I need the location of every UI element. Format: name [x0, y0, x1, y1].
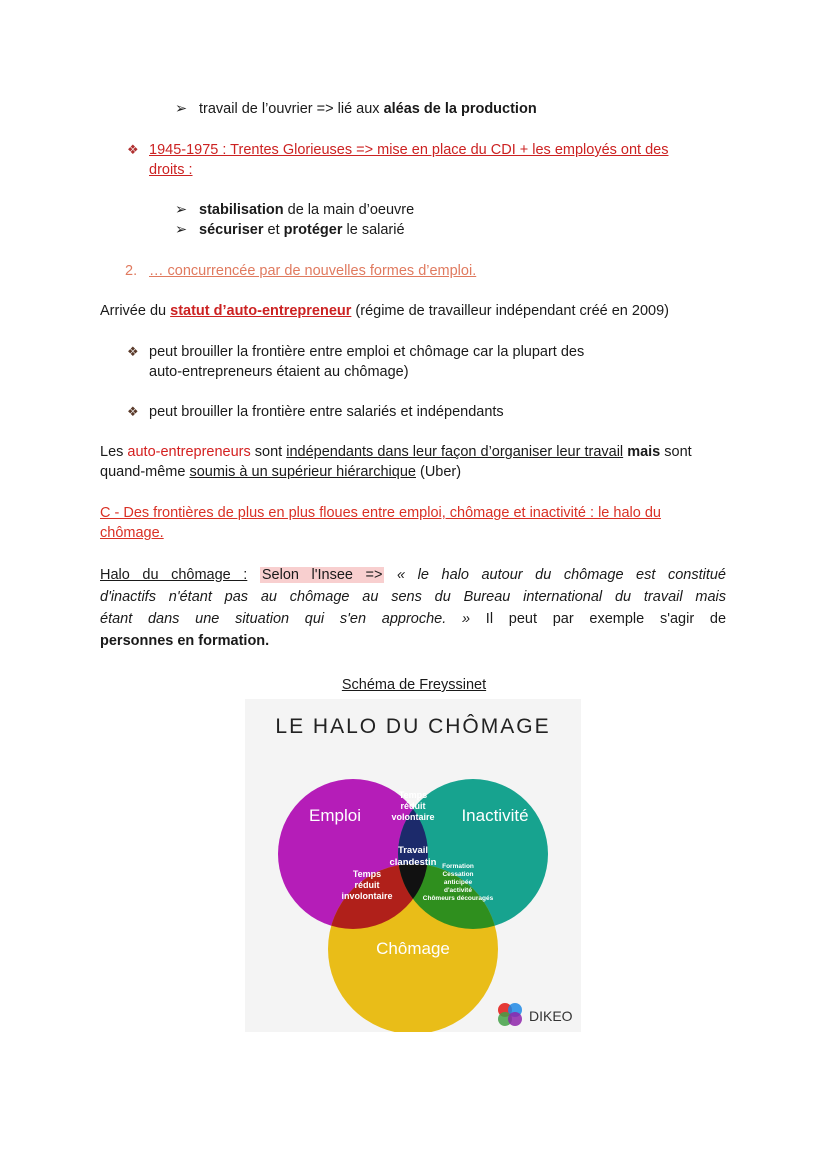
diamond-line-1945-cont: droits :: [149, 162, 193, 178]
tri-label-1: Temps: [352, 869, 382, 879]
form-label-4: d'activité: [444, 887, 472, 894]
venn-title: LE HALO DU CHÔMAGE: [275, 715, 551, 738]
diamond-line-brouiller-1-cont: auto-entrepreneurs étaient au chômage): [149, 364, 409, 380]
travail-label-1: Travail: [397, 845, 429, 856]
inactivite-label: Inactivité: [461, 806, 529, 825]
diamond-line-brouiller-1: ❖ peut brouiller la frontière entre emploi et chômage car la plupart des: [127, 344, 585, 360]
tpv-label-1: Temps: [398, 790, 428, 800]
form-label-1: Formation: [442, 863, 474, 870]
halo-paragraph-line-3: étant dans une situation qui s'en approche. » Il peut par exemple s'agir de: [100, 611, 727, 627]
tpv-label-3: volontaire: [391, 812, 435, 822]
bullet-line-1: ➢ travail de l’ouvrier => lié aux aléas de la production: [175, 101, 537, 117]
venn-diagram: [245, 699, 581, 1032]
heading-c: C - Des frontières de plus en plus floues entre emploi, chômage et inactivité : le halo du: [100, 505, 661, 521]
diamond-bullet-icon: ❖: [127, 404, 139, 419]
arrow-bullet-icon: ➢: [175, 101, 188, 117]
figure-caption: Schéma de Freyssinet: [341, 677, 487, 693]
auto-entrepreneur-line: Arrivée du statut d’auto-entrepreneur (régime de travailleur indépendant créé en 2009): [100, 303, 669, 319]
tpv-label-2: réduit: [400, 801, 426, 811]
travail-label-2: clandestin: [389, 857, 437, 868]
diamond-bullet-icon: ❖: [127, 142, 139, 157]
auto-entrepreneurs-line: Les auto-entrepreneurs sont indépendants dans leur façon d’organiser leur travail mais sont: [100, 444, 692, 460]
tri-label-2: réduit: [354, 880, 380, 890]
dikeo-logo-icon: [498, 1003, 522, 1026]
halo-paragraph-line-4: personnes en formation.: [100, 633, 270, 649]
form-label-5: Chômeurs découragés: [422, 895, 494, 902]
emploi-label: Emploi: [309, 806, 361, 825]
arrow-bullet-icon: ➢: [175, 222, 188, 238]
venn-svg: [245, 699, 581, 1032]
heading-c-cont: chômage.: [100, 525, 164, 541]
diamond-line-1945: ❖ 1945-1975 : Trentes Glorieuses => mise en place du CDI + les employés ont des: [127, 142, 669, 158]
form-label-2: Cessation: [442, 871, 474, 878]
auto-entrepreneurs-line-cont: quand-même soumis à un supérieur hiérarchique (Uber): [100, 464, 462, 480]
bullet-line-stabilisation: ➢ stabilisation de la main d’oeuvre: [175, 202, 415, 218]
diamond-bullet-icon: ❖: [127, 344, 139, 359]
diamond-line-brouiller-2: ❖ peut brouiller la frontière entre salariés et indépendants: [127, 404, 504, 420]
tri-label-3: involontaire: [341, 891, 393, 901]
bullet-line-securiser: ➢ sécuriser et protéger le salarié: [175, 222, 405, 238]
arrow-bullet-icon: ➢: [175, 202, 188, 218]
dikeo-logo-text: DIKEO: [529, 1008, 573, 1024]
chomage-label: Chômage: [376, 939, 450, 958]
halo-paragraph-line-2: d'inactifs n'étant pas au chômage au sens du Bureau international du travail mais: [100, 589, 726, 605]
form-label-3: anticipée: [443, 879, 473, 886]
heading-2: 2. … concurrencée par de nouvelles formes d’emploi.: [125, 263, 477, 279]
halo-paragraph-line-1: Halo du chômage : Selon l'Insee => « le halo autour du chômage est constitué: [100, 567, 726, 583]
